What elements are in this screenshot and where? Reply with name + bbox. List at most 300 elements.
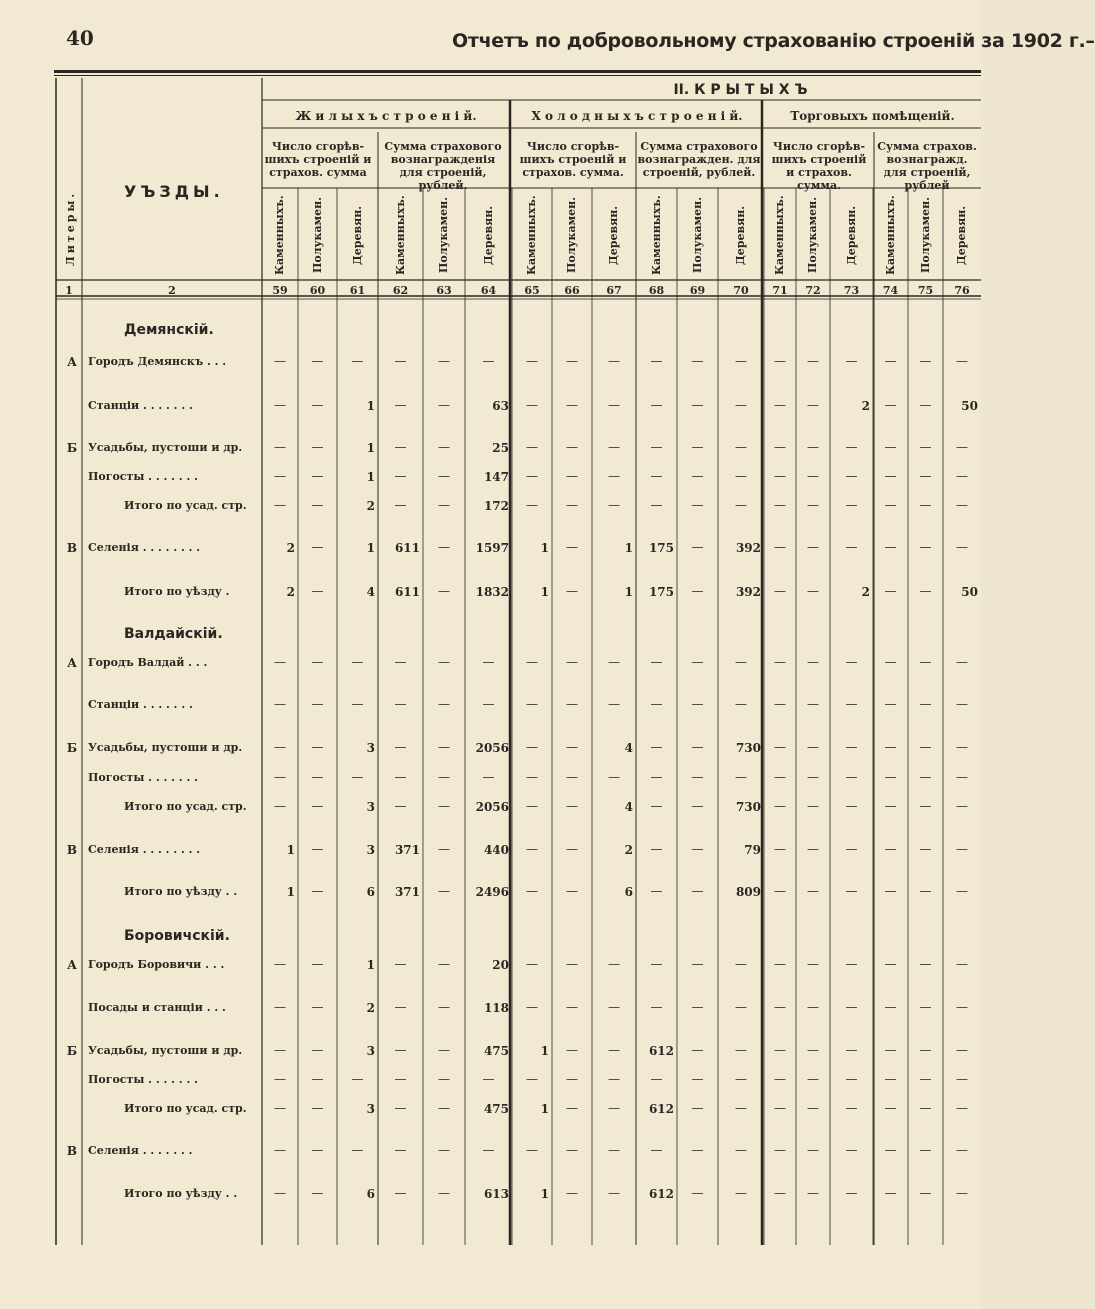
empty-cell: — [919,655,932,669]
empty-cell: — [526,440,538,454]
table-cell: 612 [648,1044,674,1058]
empty-cell: — [526,398,538,412]
empty-cell: — [526,799,538,813]
sub-cold-sum: Сумма страхового вознагражден. для строеній, рублей. [637,140,761,179]
empty-cell: — [807,884,819,898]
empty-cell: — [311,697,324,711]
empty-cell: — [566,1043,578,1057]
table-cell: 3 [366,843,375,857]
table-cell: 3 [366,1044,375,1058]
empty-cell: — [438,440,450,454]
empty-cell: — [394,469,407,483]
table-cell: 118 [483,1001,509,1015]
row-label: Селенія . . . . . . . . [88,541,201,554]
table-cell: 3 [366,800,375,814]
empty-cell: — [438,884,450,898]
empty-cell: — [845,655,858,669]
empty-cell: — [807,354,819,368]
empty-cell: — [735,398,747,412]
empty-cell: — [608,1000,620,1014]
empty-cell: — [691,884,704,898]
empty-cell: — [311,655,324,669]
empty-cell: — [608,957,620,971]
empty-cell: — [807,770,819,784]
empty-cell: — [735,1143,747,1157]
row-label: Погосты . . . . . . . [88,470,198,483]
empty-cell: — [526,1143,538,1157]
empty-cell: — [608,1043,620,1057]
empty-cell: — [807,584,819,598]
table-cell: 175 [648,585,674,599]
empty-cell: — [956,799,968,813]
empty-cell: — [438,398,450,412]
table-cell: 1 [286,843,295,857]
empty-cell: — [735,655,747,669]
table-cell: 392 [735,585,761,599]
table-cell: 613 [483,1187,509,1201]
empty-cell: — [394,498,407,512]
table-cell: 50 [961,399,978,413]
empty-cell: — [884,1143,897,1157]
column-number: 63 [436,284,452,297]
empty-cell: — [311,440,324,454]
empty-cell: — [735,1186,747,1200]
table-cell: 392 [735,541,761,555]
empty-cell: — [526,697,538,711]
page-title: Отчетъ по добровольному страхованію строеній за 1902 г.– [452,30,1095,52]
empty-cell: — [274,1186,286,1200]
empty-cell: — [526,740,538,754]
empty-cell: — [608,498,620,512]
empty-cell: — [774,884,786,898]
empty-cell: — [919,1186,932,1200]
empty-cell: — [919,740,932,754]
empty-cell: — [884,1186,897,1200]
empty-cell: — [774,770,786,784]
table-cell: 1 [540,541,549,555]
empty-cell: — [311,1186,324,1200]
empty-cell: — [311,740,324,754]
material-label: Полукамен. [918,196,932,274]
empty-cell: — [566,740,578,754]
empty-cell: — [526,655,538,669]
empty-cell: — [691,1143,704,1157]
empty-cell: — [735,1043,747,1057]
empty-cell: — [807,1043,819,1057]
empty-cell: — [438,697,450,711]
empty-cell: — [566,1072,578,1086]
empty-cell: — [884,770,897,784]
empty-cell: — [438,469,450,483]
empty-cell: — [807,398,819,412]
row-litera: Б [66,441,78,455]
row-label: Итого по уѣзду . . [124,885,238,898]
empty-cell: — [394,1143,407,1157]
material-label: Каменныхъ. [273,195,286,275]
table-cell: 4 [366,585,375,599]
district-name: Валдайскій. [124,626,223,642]
table-cell: 371 [394,885,420,899]
empty-cell: — [735,498,747,512]
table-cell: 50 [961,585,978,599]
table-cell: 2 [861,585,870,599]
row-label: Селенія . . . . . . . . [88,843,201,856]
empty-cell: — [691,498,704,512]
empty-cell: — [845,1143,858,1157]
empty-cell: — [884,1072,897,1086]
row-label: Станціи . . . . . . . [88,399,193,412]
empty-cell: — [526,957,538,971]
empty-cell: — [438,799,450,813]
empty-cell: — [394,440,407,454]
empty-cell: — [394,697,407,711]
column-number: 76 [954,284,970,297]
empty-cell: — [311,354,324,368]
empty-cell: — [608,1101,620,1115]
column-number: 74 [882,284,899,297]
empty-cell: — [274,740,286,754]
empty-cell: — [311,540,324,554]
empty-cell: — [482,697,495,711]
empty-cell: — [311,799,324,813]
material-label: Деревян. [734,205,747,265]
column-number: 1 [65,284,73,297]
empty-cell: — [807,498,819,512]
material-label: Каменныхъ. [525,195,538,275]
table-cell: 2496 [475,885,509,899]
empty-cell: — [774,1072,786,1086]
empty-cell: — [274,398,286,412]
empty-cell: — [884,469,897,483]
empty-cell: — [774,842,786,856]
empty-cell: — [845,540,858,554]
empty-cell: — [438,1143,450,1157]
empty-cell: — [394,770,407,784]
empty-cell: — [482,1143,495,1157]
empty-cell: — [919,799,932,813]
empty-cell: — [311,1072,324,1086]
empty-cell: — [774,469,786,483]
empty-cell: — [807,440,819,454]
empty-cell: — [311,770,324,784]
table-cell: 1 [540,1102,549,1116]
empty-cell: — [956,1186,968,1200]
table-cell: 475 [483,1102,509,1116]
material-label: Полукамен. [690,196,704,274]
empty-cell: — [956,354,968,368]
empty-cell: — [526,354,538,368]
empty-cell: — [845,957,858,971]
table-cell: 4 [624,800,633,814]
table-cell: 611 [394,541,420,555]
sub-res-count: Число сгорѣв-шихъ строеній и страхов. сумма [264,140,372,179]
empty-cell: — [845,740,858,754]
table-cell: 1 [540,585,549,599]
empty-cell: — [691,1000,704,1014]
material-label: Полукамен. [806,196,819,274]
table-cell: 1 [366,958,375,972]
empty-cell: — [438,1043,450,1057]
empty-cell: — [438,584,450,598]
empty-cell: — [438,1072,450,1086]
empty-cell: — [956,1043,968,1057]
empty-cell: — [774,540,786,554]
empty-cell: — [919,1000,932,1014]
empty-cell: — [608,1186,620,1200]
empty-cell: — [735,1101,747,1115]
empty-cell: — [311,1101,324,1115]
empty-cell: — [884,799,897,813]
empty-cell: — [919,584,932,598]
empty-cell: — [884,697,897,711]
empty-cell: — [482,1072,495,1086]
column-number: 2 [168,284,176,297]
row-label: Итого по уѣзду . [124,585,230,598]
empty-cell: — [608,655,620,669]
material-label: Полукамен. [310,196,324,274]
empty-cell: — [735,354,747,368]
table-cell: 1 [366,441,375,455]
empty-cell: — [807,1143,819,1157]
empty-cell: — [311,884,324,898]
empty-cell: — [691,655,704,669]
empty-cell: — [774,1101,786,1115]
empty-cell: — [919,697,932,711]
empty-cell: — [956,440,968,454]
empty-cell: — [311,1043,324,1057]
empty-cell: — [274,498,286,512]
row-label: Усадьбы, пустоши и др. [88,441,243,454]
empty-cell: — [919,1072,932,1086]
empty-cell: — [691,440,704,454]
table-cell: 172 [483,499,509,513]
table-cell: 1 [540,1044,549,1058]
empty-cell: — [919,1143,932,1157]
column-number: 75 [917,284,934,297]
empty-cell: — [274,440,286,454]
empty-cell: — [884,842,897,856]
sub-res-sum: Сумма страхового вознагражденія для строеній, рублей. [384,140,502,192]
empty-cell: — [526,884,538,898]
empty-cell: — [650,498,663,512]
empty-cell: — [807,1186,819,1200]
empty-cell: — [566,469,578,483]
empty-cell: — [807,1101,819,1115]
empty-cell: — [274,1043,286,1057]
empty-cell: — [566,584,578,598]
empty-cell: — [650,398,663,412]
empty-cell: — [566,540,578,554]
empty-cell: — [650,697,663,711]
empty-cell: — [919,770,932,784]
column-number: 60 [309,284,326,297]
column-number: 69 [689,284,706,297]
empty-cell: — [608,1072,620,1086]
empty-cell: — [774,1000,786,1014]
row-label: Итого по уѣзду . . [124,1187,238,1200]
empty-cell: — [311,469,324,483]
table-cell: 1 [540,1187,549,1201]
material-label: Деревян. [350,205,364,265]
empty-cell: — [566,440,578,454]
empty-cell: — [526,1072,538,1086]
empty-cell: — [566,799,578,813]
empty-cell: — [438,957,450,971]
row-litera: Б [66,741,78,755]
empty-cell: — [311,1000,324,1014]
empty-cell: — [482,770,495,784]
empty-cell: — [845,884,858,898]
empty-cell: — [526,469,538,483]
table-cell: 1 [624,541,633,555]
empty-cell: — [650,957,663,971]
empty-cell: — [919,469,932,483]
empty-cell: — [394,398,407,412]
empty-cell: — [884,440,897,454]
empty-cell: — [691,354,704,368]
empty-cell: — [608,697,620,711]
table-cell: 475 [483,1044,509,1058]
empty-cell: — [394,957,407,971]
empty-cell: — [774,440,786,454]
empty-cell: — [691,398,704,412]
column-number: 65 [524,284,540,297]
empty-cell: — [845,440,858,454]
row-label: Итого по усад. стр. [124,1102,247,1115]
empty-cell: — [774,1186,786,1200]
column-number: 70 [733,284,749,297]
row-litera: В [66,541,78,555]
empty-cell: — [274,1072,286,1086]
table-cell: 147 [483,470,509,484]
empty-cell: — [807,740,819,754]
empty-cell: — [650,354,663,368]
empty-cell: — [884,1043,897,1057]
column-number: 71 [772,284,788,297]
column-number: 67 [606,284,622,297]
empty-cell: — [807,1000,819,1014]
table-cell: 25 [492,441,509,455]
table-cell: 6 [366,885,375,899]
empty-cell: — [774,697,786,711]
empty-cell: — [956,770,968,784]
empty-cell: — [735,697,747,711]
row-label: Городъ Боровичи . . . [88,958,225,971]
empty-cell: — [956,1000,968,1014]
empty-cell: — [650,740,663,754]
empty-cell: — [394,354,407,368]
empty-cell: — [691,842,704,856]
empty-cell: — [919,1101,932,1115]
empty-cell: — [566,498,578,512]
column-number: 59 [272,284,288,297]
empty-cell: — [691,1101,704,1115]
empty-cell: — [608,440,620,454]
empty-cell: — [311,1143,324,1157]
table-cell: 2 [366,1001,375,1015]
column-number: 61 [349,284,366,297]
empty-cell: — [774,498,786,512]
empty-cell: — [691,1186,704,1200]
empty-cell: — [956,1143,968,1157]
empty-cell: — [845,1101,858,1115]
table-cell: 611 [394,585,420,599]
empty-cell: — [884,498,897,512]
empty-cell: — [884,584,897,598]
material-label: Деревян. [844,205,858,265]
empty-cell: — [566,770,578,784]
empty-cell: — [394,1043,407,1057]
empty-cell: — [311,498,324,512]
empty-cell: — [650,1072,663,1086]
empty-cell: — [845,354,858,368]
row-label: Городъ Демянскъ . . . [88,355,227,368]
column-number: 68 [648,284,665,297]
empty-cell: — [438,1000,450,1014]
empty-cell: — [566,884,578,898]
empty-cell: — [845,697,858,711]
sub-cold-count: Число сгорѣв-шихъ строеній и страхов. сумма. [519,140,627,179]
sub-trade-count: Число сгорѣв-шихъ строеній и страхов. сумма. [771,140,867,192]
empty-cell: — [956,697,968,711]
empty-cell: — [438,740,450,754]
empty-cell: — [845,842,858,856]
empty-cell: — [807,655,819,669]
empty-cell: — [774,655,786,669]
material-label: Деревян. [955,205,968,265]
empty-cell: — [884,1101,897,1115]
row-label: Итого по усад. стр. [124,800,247,813]
empty-cell: — [650,655,663,669]
district-name: Боровичскій. [124,928,230,944]
empty-cell: — [438,540,450,554]
empty-cell: — [956,740,968,754]
empty-cell: — [956,1101,968,1115]
table-cell: 2 [286,585,295,599]
column-number: 72 [805,284,821,297]
empty-cell: — [526,770,538,784]
table-cell: 6 [366,1187,375,1201]
group-trade: Торговыхъ помѣщеній. [790,109,955,123]
row-label: Итого по усад. стр. [124,499,247,512]
empty-cell: — [274,354,286,368]
empty-cell: — [919,498,932,512]
empty-cell: — [884,1000,897,1014]
row-litera: А [67,958,77,972]
empty-cell: — [566,1186,578,1200]
row-label: Посады и станціи . . . [88,1001,226,1014]
row-label: Усадьбы, пустоши и др. [88,1044,243,1057]
table-cell: 3 [366,1102,375,1116]
empty-cell: — [274,1101,286,1115]
material-label: Каменныхъ. [773,195,786,275]
empty-cell: — [311,398,324,412]
table-cell: 3 [366,741,375,755]
empty-cell: — [774,799,786,813]
empty-cell: — [394,1072,407,1086]
table-cell: 20 [492,958,509,972]
empty-cell: — [566,1000,578,1014]
table-cell: 175 [648,541,674,555]
material-label: Деревян. [481,205,495,265]
empty-cell: — [774,354,786,368]
material-label: Полукамен. [437,196,450,274]
empty-cell: — [394,1000,407,1014]
row-label: Городъ Валдай . . . [88,656,208,669]
empty-cell: — [274,469,286,483]
table-cell: 612 [648,1187,674,1201]
empty-cell: — [566,1101,578,1115]
